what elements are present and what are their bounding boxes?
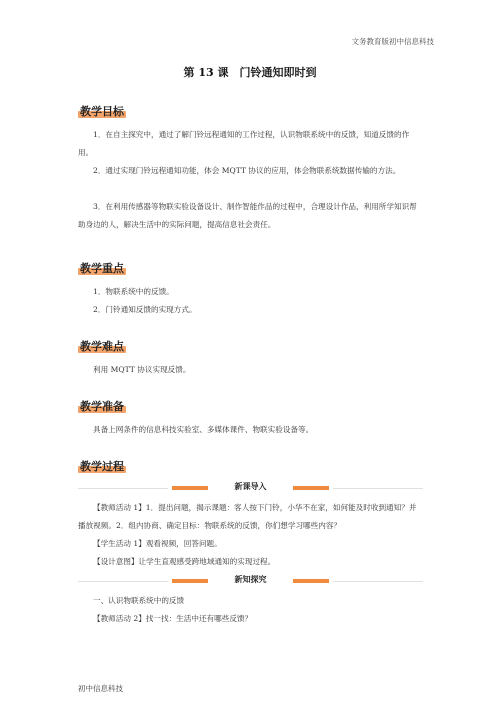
activity-paragraph: 【教师活动 1】1．提出问题，揭示课题：客人按下门铃，小华不在家，如何能及时收到通知？并播放视频。2．组内协商、确定目标：物联系统的反馈，你们想学习哪些内容？: [78, 503, 417, 530]
section-heading-key-points: 教学重点: [80, 262, 124, 275]
section-heading-difficulty: 教学难点: [80, 340, 124, 353]
lesson-title: 第 13 课 门铃通知即时到: [183, 66, 317, 79]
goal-item: 1．在自主探究中，通过了解门铃远程通知的工作过程，认识物联系统中的反馈，知道反馈的作用。: [78, 130, 410, 157]
activity-paragraph: 【设计意图】让学生直观感受跨地域通知的实现过程。: [93, 557, 276, 566]
key-point-item: 2．门铃通知反馈的实现方式。: [93, 305, 197, 314]
subsection-title: 新课导入: [234, 481, 267, 491]
preparation-text: 具备上网条件的信息科技实验室、多媒体课件、物联实验设备等。: [93, 425, 314, 434]
goal-item: 2．通过实现门铃远程通知功能，体会 MQTT 协议的应用，体会物联系统数据传输的方法。: [93, 166, 401, 175]
subsection-divider-intro: [78, 481, 423, 495]
activity-paragraph: 【学生活动 1】观看视频，回答问题。: [93, 539, 222, 548]
key-point-item: 1．物联系统中的反馈。: [93, 287, 174, 296]
subsection-title: 新知探究: [234, 574, 267, 584]
difficulty-text: 利用 MQTT 协议实现反馈。: [93, 365, 191, 374]
section-heading-preparation: 教学准备: [80, 400, 124, 413]
goal-item: 3．在利用传感器等物联实验设备设计、制作智能作品的过程中，合理设计作品，利用所学知识帮助身边的人，解决生活中的实际问题，提高信息社会责任。: [78, 202, 417, 229]
publisher-header: 文务教育版初中信息科技: [351, 37, 434, 46]
explore-paragraph: 一、认识物联系统中的反馈: [93, 596, 185, 605]
explore-paragraph: 【教师活动 2】找一找：生活中还有哪些反馈？: [93, 614, 253, 623]
section-heading-goals: 教学目标: [80, 105, 124, 118]
subsection-divider-explore: [78, 574, 423, 588]
section-heading-process: 教学过程: [80, 460, 124, 473]
footer-text: 初中信息科技: [78, 684, 123, 693]
